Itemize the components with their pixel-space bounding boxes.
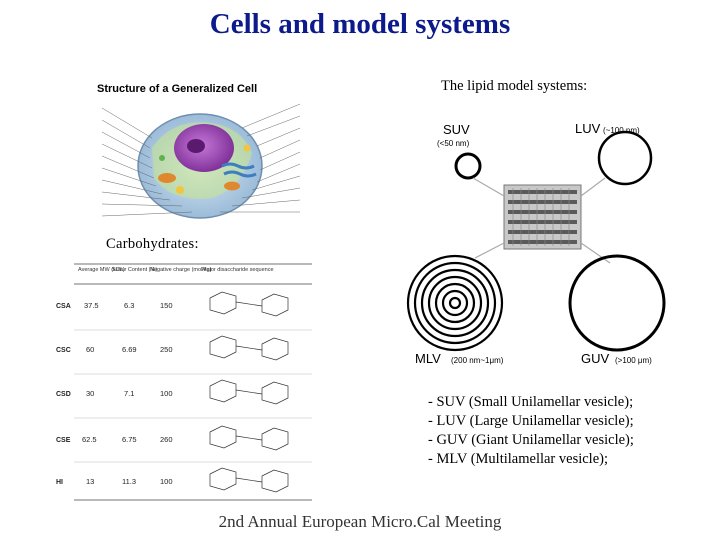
- row-charge: 250: [160, 345, 173, 354]
- guv-vesicle: [570, 256, 664, 350]
- luv-size: (~100 nm): [603, 126, 640, 135]
- row-charge: 100: [160, 389, 173, 398]
- cell-figure-title: Structure of a Generalized Cell: [97, 83, 258, 95]
- guv-label: GUV: [581, 351, 610, 366]
- row-charge: 150: [160, 301, 173, 310]
- row-sulfur: 6.69: [122, 345, 137, 354]
- footer-text: 2nd Annual European Micro.Cal Meeting: [218, 512, 502, 531]
- vesicle-definition-suv: - SUV (Small Unilamellar vesicle);: [428, 394, 634, 410]
- structure-drawing: [210, 292, 288, 316]
- suv-size: (<50 nm): [437, 139, 470, 148]
- table-row: [56, 336, 288, 360]
- row-name: CSC: [56, 347, 71, 354]
- structure-drawing: [210, 336, 288, 360]
- vesicle: [176, 186, 184, 194]
- row-charge: 260: [160, 435, 173, 444]
- row-mw: 60: [86, 345, 95, 354]
- vesicle-definitions: [428, 393, 634, 469]
- luv-vesicle: [599, 132, 651, 184]
- vesicle-diagram: [405, 118, 675, 368]
- table-row: [56, 468, 288, 492]
- vesicle: [244, 145, 251, 152]
- vesicle-definition-luv: - LUV (Large Unilamellar vesicle);: [428, 413, 634, 429]
- row-name: CSD: [56, 391, 71, 398]
- table-row: [56, 426, 288, 450]
- structure-drawing: [210, 380, 288, 404]
- mlv-size: (200 nm~1μm): [451, 356, 504, 365]
- suv-label: SUV: [443, 122, 470, 137]
- cell-structure-figure: [92, 78, 310, 230]
- row-name: CSE: [56, 437, 71, 444]
- structure-drawing: [210, 426, 288, 450]
- mlv-label: MLV: [415, 351, 441, 366]
- mlv-vesicle: [408, 256, 502, 350]
- table-row: [56, 292, 288, 316]
- header-sulfur: Sulfur Content (%): [112, 267, 158, 273]
- row-mw: 13: [86, 477, 95, 486]
- carbohydrates-label: Carbohydrates:: [106, 236, 199, 252]
- row-mw: 62.5: [82, 435, 97, 444]
- row-sulfur: 7.1: [124, 389, 135, 398]
- header-charge: Negative charge (mol/kg): [150, 267, 212, 273]
- vesicle-definition-guv: - GUV (Giant Unilamellar vesicle);: [428, 432, 634, 448]
- header-mw: Average MW (kDa): [78, 267, 125, 273]
- structure-drawing: [210, 468, 288, 492]
- nucleolus: [187, 139, 205, 153]
- row-charge: 100: [160, 477, 173, 486]
- row-sulfur: 11.3: [122, 477, 137, 486]
- lipid-bilayer-box: [504, 185, 581, 249]
- slide-title: Cells and model systems: [209, 8, 511, 40]
- row-mw: 37.5: [84, 301, 99, 310]
- carbohydrate-table: [52, 262, 314, 502]
- header-disaccharide: Major disaccharide sequence: [202, 267, 274, 273]
- mitochondrion: [224, 182, 240, 191]
- row-sulfur: 6.3: [124, 301, 135, 310]
- table-row: [56, 380, 288, 404]
- row-name: CSA: [56, 303, 71, 310]
- row-sulfur: 6.75: [122, 435, 137, 444]
- vesicle-definition-mlv: - MLV (Multilamellar vesicle);: [428, 451, 609, 467]
- luv-label: LUV: [575, 121, 601, 136]
- row-name: HI: [56, 479, 63, 486]
- ribosome: [159, 155, 165, 161]
- guv-size: (>100 μm): [615, 356, 652, 365]
- lipid-model-label: The lipid model systems:: [441, 78, 588, 94]
- row-mw: 30: [86, 389, 95, 398]
- mitochondrion: [158, 173, 176, 183]
- suv-vesicle: [456, 154, 480, 178]
